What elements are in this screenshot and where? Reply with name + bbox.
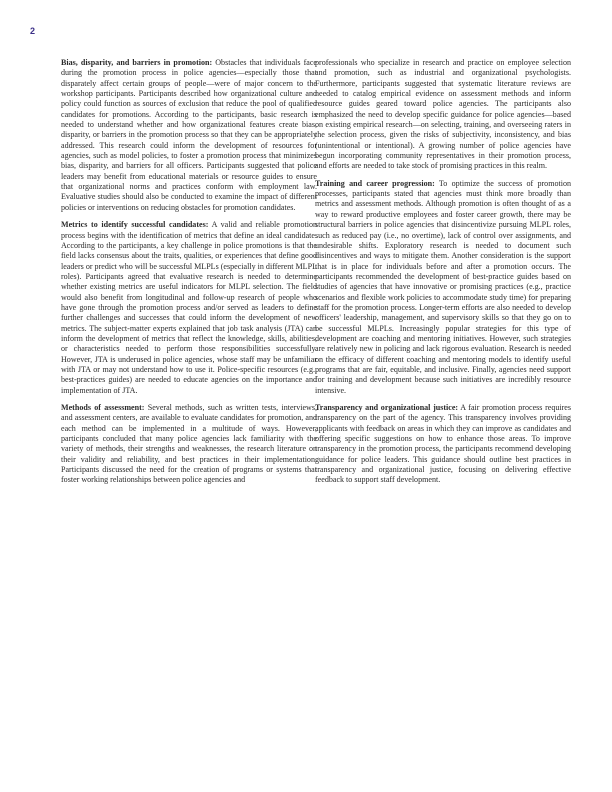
paragraph-bias-disparity-barriers bbox=[61, 58, 317, 213]
paragraph-body: Several methods, such as written tests, interviews, and assessment centers, are available to evaluate candidates for promotion, and each method can be implemented in a multitude of ways. However, participants concluded that many police agencies lack familiarity with the variety of methods, their strengths and weaknesses, the research literature on their validity and reliability, and best practices in their implementation. Participants discussed the need for the creation of programs or systems that foster working relationships between police agencies and bbox=[61, 403, 317, 485]
paragraph-heading: Bias, disparity, and barriers in promotion: bbox=[61, 58, 213, 67]
paragraph-methods-continued bbox=[315, 58, 571, 172]
right-column bbox=[315, 58, 571, 493]
paragraph-body: A valid and reliable promotion process begins with the identification of metrics that define an ideal candidate. According to the participants, a key challenge in police promotions is that the field lacks consensus about the traits, qualities, or experiences that define good leaders or predict who will be successful MLPLs (especially in different MLPL roles). Participants agreed that evaluative research is needed to determine whether existing metrics are useful indicators for MLPL selection. The field would also benefit from longitudinal and follow-up research of people who have gone through the promotion process and/or served as leaders to define further challenges and successes that could inform the development of new metrics. The subject-matter experts explained that job task analysis (JTA) can inform the development of metrics that reflect the knowledge, skills, abilities, or characteristics needed to perform those responsibilities successfully. However, JTA is underused in police agencies, whose staff may be unfamiliar with JTA or may not understand how to use it. Police-specific resources (e.g., best-practices guides) are needed to educate agencies on the importance and implementation of JTA. bbox=[61, 220, 317, 395]
paragraph-training-career-progression bbox=[315, 179, 571, 396]
paragraph-heading: Training and career progression: bbox=[315, 178, 435, 188]
page-number: 2 bbox=[30, 26, 36, 36]
paragraph-body: A fair promotion process requires transparency on the part of the agency. This transparency involves providing applicants with feedback on areas in which they can improve as candidates and offering specific suggestions on how to enhance those areas. To improve transparency in the promotion process, the participants recommend developing guidance for police leaders. This guidance should outline best practices in transparency and organizational justice, focusing on delivering effective feedback to support staff development. bbox=[315, 403, 571, 485]
paragraph-body: Obstacles that individuals face during the promotion process in police agencies—especially those that disparately affect certain groups of people—were of major concern to the workshop participants. Participants described how organizational culture and policy could function as sources of exclusion that reduce the pool of qualified candidates for promotions. According to the participants, basic research is needed to understand whether and how organizational features create bias, disparity, or barriers in the promotion process so that they can be appropriately addressed. This research could inform the development of resources for agencies, such as model policies, to foster a promotion process that minimizes bias, disparity, and barriers for all officers. Participants suggested that police leaders may benefit from educational materials or resource guides to ensure that organizational norms and practices conform with employment law. Evaluative studies should also be conducted to examine the impact of different policies or interventions on reducing obstacles for promotion candidates. bbox=[61, 58, 317, 212]
paragraph-methods-of-assessment bbox=[61, 403, 317, 486]
paragraph-body: To optimize the success of promotion processes, participants stated that agencies must think more broadly than metrics and assessment methods. Although promotion is often thought of as a way to reward productive employees and foster career growth, there may be structural barriers in police agencies that disincentivize pursuing MLPL roles, such as reduced pay (i.e., no overtime), lack of control over assignments, and undesirable shifts. Exploratory research is needed to document such disincentives and ways to mitigate them. Another consideration is the support that is in place for individuals before and after a promotion occurs. The participants recommended the development of best-practice guides based on studies of agencies that have innovative or promising practices (e.g., practice scenarios and flexible work policies to accommodate study time) for preparing staff for the promotion process. Longer-term efforts are also needed to develop officers' leadership, management, and supervisory skills so that they go on to be successful MLPLs. Increasingly popular strategies for this type of development are coaching and mentoring initiatives. However, such strategies are relatively new in policing and lack rigorous evaluation. Research is needed on the efficacy of different coaching and mentoring models to identify useful programs that are fair, equitable, and inclusive. Finally, agencies need support for training and development because such initiatives are incredibly resource intensive. bbox=[315, 178, 571, 395]
paragraph-transparency-organizational-justice bbox=[315, 403, 571, 486]
paragraph-heading: Methods of assessment: bbox=[61, 403, 145, 412]
paragraph-heading: Transparency and organizational justice: bbox=[315, 403, 459, 412]
paragraph-metrics-successful-candidates bbox=[61, 220, 317, 396]
paragraph-body: professionals who specialize in research and practice on employee selection and promotion, such as industrial and organizational psychologists. Furthermore, participants suggested that systematic literature reviews are needed to catalog empirical evidence on assessment methods and inform resource guides geared toward police agencies. The participants also emphasized the need to develop specific guidance for police agencies—based on existing empirical research—on selecting, training, and overseeing raters in the selection process, given the risks of subjectivity, inconsistency, and bias (unintentional or intentional). A growing number of police agencies have begun incorporating community representatives in their promotion process, and efforts are needed to take stock of promising practices in this realm. bbox=[315, 58, 571, 171]
left-column bbox=[61, 58, 317, 493]
paragraph-heading: Metrics to identify successful candidates: bbox=[61, 220, 209, 230]
